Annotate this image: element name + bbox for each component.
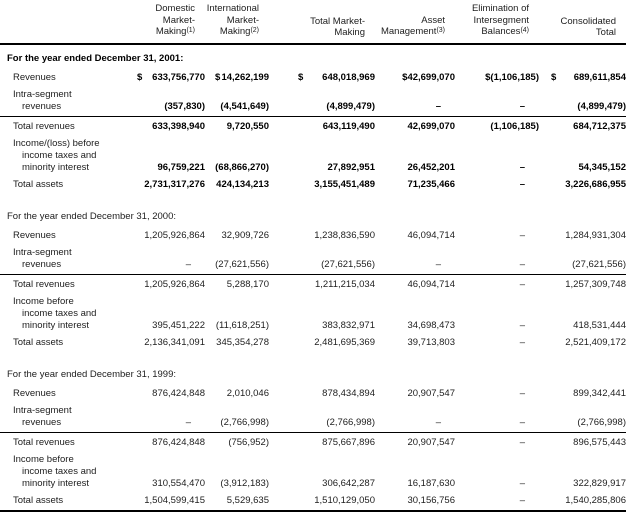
cell-consolidated-total: 1,284,931,304	[565, 229, 626, 241]
section-heading-row-2001	[0, 44, 626, 70]
dollar-value	[269, 72, 375, 84]
row-label	[0, 136, 130, 177]
row-label-line: Total revenues	[13, 120, 75, 132]
cell-consolidated-total	[539, 70, 626, 87]
cell-domestic-market-making	[130, 403, 205, 433]
cell-domestic-market-making: 395,451,222	[152, 319, 205, 331]
cell-domestic-market-making: 876,424,848	[152, 387, 205, 399]
cell-international-market-making: 424,134,213	[216, 178, 269, 190]
cell-elimination-of-intersegment-balances	[455, 335, 539, 352]
column-header-total-market-making	[269, 0, 375, 44]
cell-elimination-of-intersegment-balances	[455, 386, 539, 403]
row-label-line: Revenues	[13, 71, 56, 83]
cell-international-market-making	[205, 70, 269, 87]
cell-elimination-of-intersegment-balances: (1,106,185)	[455, 116, 539, 136]
row-label-line: revenues	[22, 100, 62, 112]
cell-asset-management: 39,713,803	[407, 336, 455, 348]
column-header-line: Total Market-	[310, 15, 365, 27]
section-heading-row-1999	[0, 352, 626, 386]
row-label-line: Total revenues	[13, 278, 75, 290]
nil-dash: –	[435, 100, 441, 112]
row-label	[0, 432, 130, 452]
section-heading-row-2000	[0, 194, 626, 228]
column-header-line: Making$^{(2)}$	[219, 26, 259, 37]
cell-total-market-making: 875,667,896	[269, 432, 375, 452]
column-header-line: Domestic	[155, 3, 195, 14]
row-label-line: revenues	[22, 416, 62, 428]
column-header-line: Market-	[162, 14, 195, 26]
column-header-consolidated-total	[539, 0, 626, 44]
row-label	[0, 294, 130, 335]
cell-elimination-of-intersegment-balances	[455, 403, 539, 433]
footnote-marker: (3)	[436, 27, 445, 34]
row-intra-segment-revenues-2000	[0, 245, 626, 275]
cell-consolidated-total: 54,345,152	[578, 161, 626, 173]
cell-asset-management: 42,699,070	[375, 116, 455, 136]
cell-total-market-making: 643,119,490	[269, 116, 375, 136]
row-intra-segment-revenues-1999	[0, 403, 626, 433]
nil-dash: –	[519, 229, 525, 241]
section-heading-1999: For the year ended December 31, 1999:	[7, 368, 176, 380]
cell-consolidated-total: 2,521,409,172	[565, 336, 626, 348]
dollar-value	[130, 72, 205, 84]
cell-asset-management: 20,907,547	[407, 387, 455, 399]
cell-consolidated-total: 3,226,686,955	[565, 178, 626, 190]
row-label-line: income taxes and	[22, 307, 97, 319]
cell-total-market-making: 3,155,451,489	[314, 178, 375, 190]
row-label-line: Income before	[13, 453, 74, 465]
cell-asset-management: 20,907,547	[375, 432, 455, 452]
cell-domestic-market-making: (357,830)	[164, 100, 205, 112]
column-header-line: Balances$^{(4)}$	[481, 26, 529, 37]
cell-international-market-making: 5,288,170	[205, 274, 269, 294]
column-header-line: International	[206, 3, 259, 14]
cell-consolidated-total: (4,899,479)	[577, 100, 626, 112]
row-label	[0, 116, 130, 136]
nil-dash: –	[519, 258, 525, 270]
row-label-line: Intra-segment	[13, 246, 72, 258]
cell-consolidated-total: 322,829,917	[573, 477, 626, 489]
cell-consolidated-total: (27,621,556)	[572, 258, 626, 270]
row-total-revenues-1999	[0, 432, 626, 452]
cell-total-market-making: (2,766,998)	[326, 416, 375, 428]
row-label-line: Income/(loss) before	[13, 137, 100, 149]
section-heading-2001: For the year ended December 31, 2001:	[7, 52, 184, 64]
footnote-marker: (1)	[186, 27, 195, 34]
row-label-line: revenues	[22, 258, 62, 270]
nil-dash: –	[435, 416, 441, 428]
cell-total-market-making: 1,510,129,050	[314, 494, 375, 506]
cell-consolidated-total: 899,342,441	[573, 387, 626, 399]
nil-dash: –	[519, 416, 525, 428]
row-label-line: Total assets	[13, 494, 64, 506]
cell-international-market-making: 5,529,635	[226, 494, 269, 506]
row-total-revenues-2000	[0, 274, 626, 294]
cell-elimination-of-intersegment-balances	[455, 228, 539, 245]
row-label-line: Intra-segment	[13, 404, 72, 416]
nil-dash: –	[435, 258, 441, 270]
cell-domestic-market-making	[130, 70, 205, 87]
cell-domestic-market-making: 310,554,470	[152, 477, 205, 489]
cell-asset-management	[375, 87, 455, 117]
nil-dash: –	[519, 387, 525, 399]
cell-consolidated-total: 418,531,444	[573, 319, 626, 331]
cell-international-market-making: (2,766,998)	[220, 416, 269, 428]
row-label-line: Total assets	[13, 178, 64, 190]
row-label	[0, 335, 130, 352]
row-revenues-1999	[0, 386, 626, 403]
cell-asset-management: 26,452,201	[407, 161, 455, 173]
cell-domestic-market-making: 2,731,317,276	[144, 178, 205, 190]
cell-international-market-making: (756,952)	[205, 432, 269, 452]
nil-dash: –	[185, 258, 191, 270]
cell-total-market-making	[269, 70, 375, 87]
column-header-asset-management	[375, 0, 455, 44]
cell-consolidated-total: (2,766,998)	[577, 416, 626, 428]
cell-international-market-making: (68,866,270)	[215, 161, 269, 173]
cell-domestic-market-making: 1,205,926,864	[144, 229, 205, 241]
row-label	[0, 245, 130, 275]
row-label-line: Total assets	[13, 336, 64, 348]
cell-international-market-making: 32,909,726	[221, 229, 269, 241]
value-text: 14,262,199	[221, 71, 269, 83]
cell-domestic-market-making	[130, 245, 205, 275]
nil-dash: –	[519, 161, 525, 173]
nil-dash: –	[519, 319, 525, 331]
value-text: 633,756,770	[152, 71, 205, 83]
table-header-row	[0, 0, 626, 44]
row-label	[0, 228, 130, 245]
cell-international-market-making: 2,010,046	[226, 387, 269, 399]
row-total-assets-1999	[0, 493, 626, 511]
dollar-sign: $	[137, 71, 143, 83]
row-revenues-2001	[0, 70, 626, 87]
cell-total-market-making: (27,621,556)	[321, 258, 375, 270]
section-heading-2000: For the year ended December 31, 2000:	[7, 210, 176, 222]
cell-total-market-making: 1,211,215,034	[269, 274, 375, 294]
cell-elimination-of-intersegment-balances	[455, 294, 539, 335]
cell-elimination-of-intersegment-balances	[455, 432, 539, 452]
column-header-line: Intersegment	[473, 14, 529, 26]
cell-domestic-market-making: 1,205,926,864	[130, 274, 205, 294]
row-label	[0, 70, 130, 87]
nil-dash: –	[519, 436, 525, 448]
cell-elimination-of-intersegment-balances	[455, 136, 539, 177]
row-total-revenues-2001	[0, 116, 626, 136]
row-label	[0, 403, 130, 433]
cell-domestic-market-making: 1,504,599,415	[144, 494, 205, 506]
row-total-assets-2000	[0, 335, 626, 352]
row-revenues-2000	[0, 228, 626, 245]
column-header-international-market-making	[205, 0, 269, 44]
nil-dash: –	[519, 178, 525, 190]
dollar-value	[539, 72, 626, 84]
column-header-line: Market-	[226, 14, 259, 26]
nil-dash: –	[185, 416, 191, 428]
row-label-line: income taxes and	[22, 465, 97, 477]
row-label	[0, 274, 130, 294]
cell-domestic-market-making: 876,424,848	[130, 432, 205, 452]
row-label	[0, 177, 130, 194]
row-label-line: Revenues	[13, 229, 56, 241]
row-income-before-income-taxes-and-minority-interest-2000	[0, 294, 626, 335]
cell-asset-management: 16,187,630	[407, 477, 455, 489]
nil-dash: –	[519, 278, 525, 290]
row-income-before-income-taxes-and-minority-interest-2001	[0, 136, 626, 177]
column-header-line: Total	[595, 27, 616, 38]
row-label-line: Intra-segment	[13, 88, 72, 100]
row-label-line: minority interest	[22, 477, 90, 489]
cell-total-market-making: 878,434,894	[322, 387, 375, 399]
cell-consolidated-total: 1,540,285,806	[565, 494, 626, 506]
dollar-sign: $	[551, 71, 557, 83]
cell-asset-management: 71,235,466	[407, 178, 455, 190]
row-label-line: Revenues	[13, 387, 56, 399]
cell-elimination-of-intersegment-balances	[455, 274, 539, 294]
column-header-line: Elimination of	[471, 3, 529, 14]
column-header-domestic-market-making	[130, 0, 205, 44]
cell-asset-management	[375, 245, 455, 275]
cell-domestic-market-making: 96,759,221	[157, 161, 205, 173]
cell-domestic-market-making: 633,398,940	[130, 116, 205, 136]
cell-elimination-of-intersegment-balances	[455, 245, 539, 275]
cell-asset-management	[375, 403, 455, 433]
cell-elimination-of-intersegment-balances	[455, 493, 539, 511]
row-label-line: Income before	[13, 295, 74, 307]
cell-elimination-of-intersegment-balances: $(1,106,185)	[485, 71, 539, 83]
row-intra-segment-revenues-2001	[0, 87, 626, 117]
cell-elimination-of-intersegment-balances	[455, 452, 539, 493]
column-header-line: Asset	[421, 14, 445, 26]
row-label-line: minority interest	[22, 319, 90, 331]
row-label	[0, 493, 130, 511]
row-total-assets-2001	[0, 177, 626, 194]
nil-dash: –	[519, 336, 525, 348]
cell-international-market-making: (27,621,556)	[215, 258, 269, 270]
cell-international-market-making: 345,354,278	[216, 336, 269, 348]
cell-elimination-of-intersegment-balances	[455, 87, 539, 117]
cell-international-market-making: (11,618,251)	[215, 319, 269, 331]
cell-asset-management: $42,699,070	[402, 71, 455, 83]
cell-international-market-making: 9,720,550	[205, 116, 269, 136]
cell-consolidated-total: 896,575,443	[539, 432, 626, 452]
row-label	[0, 87, 130, 117]
dollar-sign: $	[215, 71, 221, 83]
cell-asset-management: 46,094,714	[407, 229, 455, 241]
row-label-line: minority interest	[22, 161, 90, 173]
row-label-line: income taxes and	[22, 149, 97, 161]
cell-consolidated-total: 1,257,309,748	[539, 274, 626, 294]
cell-total-market-making: 383,832,971	[322, 319, 375, 331]
cell-total-market-making: 27,892,951	[327, 161, 375, 173]
column-header-line: Making	[334, 27, 365, 38]
row-income-before-income-taxes-and-minority-interest-1999	[0, 452, 626, 493]
row-label	[0, 386, 130, 403]
cell-asset-management: 30,156,756	[407, 494, 455, 506]
cell-asset-management: 34,698,473	[407, 319, 455, 331]
cell-total-market-making: 306,642,287	[322, 477, 375, 489]
column-header-line: Consolidated	[560, 15, 616, 27]
column-header-elimination-of-intersegment-balances	[455, 0, 539, 44]
footnote-marker: (2)	[250, 27, 259, 34]
column-header-line: Management$^{(3)}$	[380, 26, 445, 37]
cell-elimination-of-intersegment-balances	[455, 177, 539, 194]
cell-consolidated-total: 684,712,375	[539, 116, 626, 136]
nil-dash: –	[519, 477, 525, 489]
cell-total-market-making: 1,238,836,590	[314, 229, 375, 241]
row-label	[0, 452, 130, 493]
column-header-empty	[0, 0, 130, 44]
cell-domestic-market-making: 2,136,341,091	[144, 336, 205, 348]
cell-international-market-making: (4,541,649)	[220, 100, 269, 112]
value-text: 689,611,854	[573, 71, 626, 83]
row-label-line: Total revenues	[13, 436, 75, 448]
dollar-value	[205, 72, 269, 84]
cell-asset-management: 46,094,714	[375, 274, 455, 294]
column-header-line: Making$^{(1)}$	[155, 26, 195, 37]
cell-total-market-making: (4,899,479)	[326, 100, 375, 112]
cell-international-market-making: (3,912,183)	[220, 477, 269, 489]
nil-dash: –	[519, 494, 525, 506]
nil-dash: –	[519, 100, 525, 112]
footnote-marker: (4)	[520, 27, 529, 34]
dollar-sign: $	[298, 71, 304, 83]
cell-total-market-making: 2,481,695,369	[314, 336, 375, 348]
value-text: 648,018,969	[322, 71, 375, 83]
